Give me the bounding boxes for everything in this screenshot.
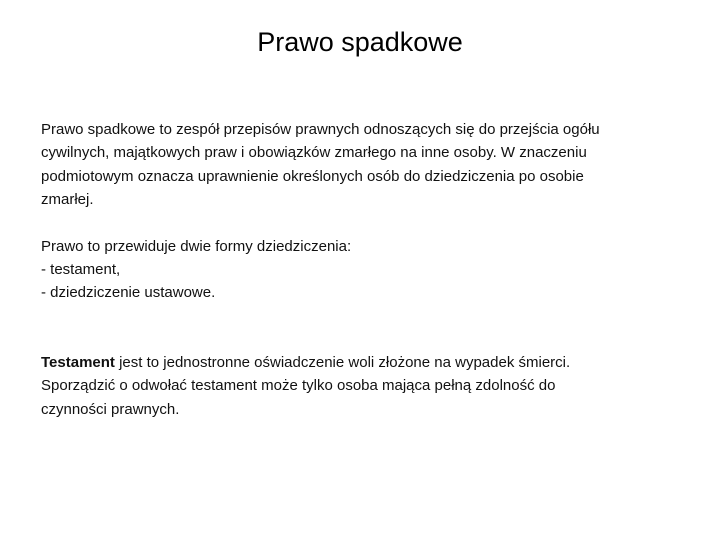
text-line: Prawo to przewiduje dwie formy dziedziczenia: — [41, 237, 352, 255]
paragraph-forms — [41, 235, 681, 305]
paragraph-testament — [41, 351, 681, 421]
slide-body — [41, 118, 681, 421]
paragraph-definition — [41, 118, 681, 212]
list-item: - testament, — [41, 261, 121, 279]
text-line: cywilnych, majątkowych praw i obowiązków zmarłego na inne osoby. W znaczeniu — [41, 144, 587, 162]
term-testament: Testament — [41, 353, 115, 371]
spacer — [41, 212, 681, 235]
slide-title: Prawo spadkowe — [257, 27, 463, 57]
text-line — [41, 351, 681, 374]
term-definition: jest to jednostronne oświadczenie woli złożone na wypadek śmierci. — [114, 353, 571, 371]
spacer — [41, 305, 681, 351]
text-line: zmarłej. — [41, 191, 94, 209]
text-line: Sporządzić o odwołać testament może tylko osoba mająca pełną zdolność do — [41, 377, 556, 395]
text-line: czynności prawnych. — [41, 400, 180, 418]
text-line: podmiotowym oznacza uprawnienie określonych osób do dziedziczenia po osobie — [41, 167, 584, 185]
text-line: Prawo spadkowe to zespół przepisów prawnych odnoszących się do przejścia ogółu — [41, 121, 600, 138]
list-item: - dziedziczenie ustawowe. — [41, 284, 216, 302]
